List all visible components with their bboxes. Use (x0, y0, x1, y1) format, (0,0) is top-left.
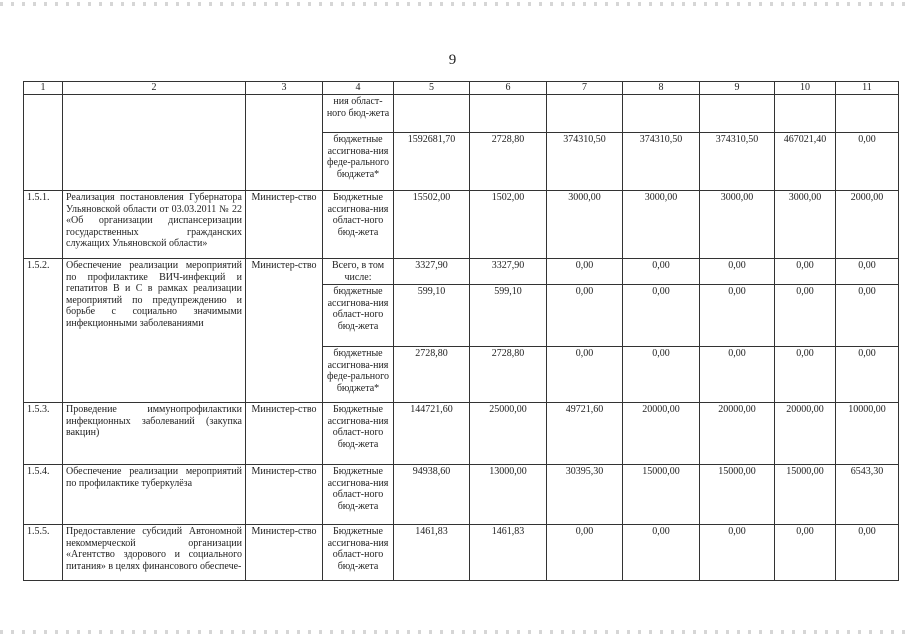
amount-col-11: 0,00 (836, 259, 899, 285)
amount-col-6: 1461,83 (470, 525, 547, 581)
amount-col-9: 0,00 (700, 259, 775, 285)
amount-col-7: 374310,50 (547, 133, 623, 191)
amount-col-8: 3000,00 (623, 191, 700, 259)
column-number-8: 8 (623, 82, 700, 95)
amount-col-8: 374310,50 (623, 133, 700, 191)
amount-col-7: 30395,30 (547, 465, 623, 525)
item-executor: Министер-ство (246, 465, 323, 525)
table-row (24, 525, 899, 581)
amount-col-10: 20000,00 (775, 403, 836, 465)
item-executor: Министер-ство (246, 403, 323, 465)
funding-source: бюджетные ассигнова-ния феде-рального бюджета* (323, 133, 394, 191)
top-edge-marks (0, 2, 905, 6)
amount-col-10: 0,00 (775, 259, 836, 285)
amount-col-10: 467021,40 (775, 133, 836, 191)
item-code (24, 95, 63, 191)
column-number-10: 10 (775, 82, 836, 95)
item-executor: Министер-ство (246, 259, 323, 403)
funding-source: бюджетные ассигнова-ния област-ного бюд-жета (323, 285, 394, 347)
bottom-edge-marks (0, 630, 905, 634)
item-description: Реализация постановления Губернатора Ульяновской области от 03.03.2011 № 22 «Об организации диспансеризации государственных гражданских служащих Ульяновской области» (63, 191, 246, 259)
item-code: 1.5.1. (24, 191, 63, 259)
amount-col-9: 0,00 (700, 525, 775, 581)
amount-col-10: 0,00 (775, 347, 836, 403)
item-description (63, 95, 246, 191)
amount-col-6: 2728,80 (470, 133, 547, 191)
amount-col-6 (470, 95, 547, 133)
amount-col-9 (700, 95, 775, 133)
item-code: 1.5.4. (24, 465, 63, 525)
amount-col-7: 3000,00 (547, 191, 623, 259)
amount-col-7 (547, 95, 623, 133)
amount-col-11: 0,00 (836, 347, 899, 403)
amount-col-8: 0,00 (623, 347, 700, 403)
amount-col-11: 0,00 (836, 133, 899, 191)
funding-source: Бюджетные ассигнова-ния област-ного бюд-жета (323, 403, 394, 465)
funding-source: бюджетные ассигнова-ния феде-рального бюджета* (323, 347, 394, 403)
item-description: Предоставление субсидий Автономной некоммерческой организации «Агентство здорового и социального питания» в целях финансового обеспече- (63, 525, 246, 581)
amount-col-6: 1502,00 (470, 191, 547, 259)
amount-col-8: 0,00 (623, 259, 700, 285)
amount-col-7: 0,00 (547, 259, 623, 285)
funding-source: Бюджетные ассигнова-ния област-ного бюд-жета (323, 525, 394, 581)
funding-source: ния област-ного бюд-жета (323, 95, 394, 133)
column-number-11: 11 (836, 82, 899, 95)
amount-col-11: 0,00 (836, 285, 899, 347)
amount-col-5: 599,10 (394, 285, 470, 347)
item-description: Проведение иммунопрофилактики инфекционных заболеваний (закупка вакцин) (63, 403, 246, 465)
amount-col-5: 2728,80 (394, 347, 470, 403)
amount-col-5: 94938,60 (394, 465, 470, 525)
amount-col-7: 0,00 (547, 285, 623, 347)
amount-col-8: 0,00 (623, 285, 700, 347)
column-number-6: 6 (470, 82, 547, 95)
amount-col-9: 0,00 (700, 347, 775, 403)
amount-col-8: 0,00 (623, 525, 700, 581)
column-number-7: 7 (547, 82, 623, 95)
item-executor (246, 95, 323, 191)
amount-col-10 (775, 95, 836, 133)
amount-col-5 (394, 95, 470, 133)
amount-col-11: 2000,00 (836, 191, 899, 259)
amount-col-9: 20000,00 (700, 403, 775, 465)
funding-source: Бюджетные ассигнова-ния област-ного бюд-жета (323, 191, 394, 259)
table-row (24, 191, 899, 259)
amount-col-6: 25000,00 (470, 403, 547, 465)
item-code: 1.5.2. (24, 259, 63, 403)
column-number-9: 9 (700, 82, 775, 95)
amount-col-5: 1592681,70 (394, 133, 470, 191)
budget-table (23, 81, 899, 581)
funding-source: Всего, в том числе: (323, 259, 394, 285)
amount-col-5: 3327,90 (394, 259, 470, 285)
table-row (24, 95, 899, 133)
amount-col-6: 599,10 (470, 285, 547, 347)
amount-col-8: 15000,00 (623, 465, 700, 525)
amount-col-10: 0,00 (775, 525, 836, 581)
column-number-1: 1 (24, 82, 63, 95)
amount-col-9: 15000,00 (700, 465, 775, 525)
amount-col-11: 0,00 (836, 525, 899, 581)
item-code: 1.5.5. (24, 525, 63, 581)
table-row (24, 465, 899, 525)
funding-source: Бюджетные ассигнова-ния област-ного бюд-жета (323, 465, 394, 525)
table-row (24, 403, 899, 465)
item-code: 1.5.3. (24, 403, 63, 465)
amount-col-8: 20000,00 (623, 403, 700, 465)
amount-col-7: 0,00 (547, 347, 623, 403)
column-number-3: 3 (246, 82, 323, 95)
column-number-4: 4 (323, 82, 394, 95)
amount-col-9: 0,00 (700, 285, 775, 347)
item-description: Обеспечение реализации мероприятий по профилактике ВИЧ-инфекций и гепатитов В и С в рамках реализации мероприятий по предупреждению и борьбе с социально значимыми инфекционными заболеваниями (63, 259, 246, 403)
amount-col-5: 15502,00 (394, 191, 470, 259)
amount-col-6: 3327,90 (470, 259, 547, 285)
amount-col-11: 10000,00 (836, 403, 899, 465)
page-number: 9 (448, 52, 457, 68)
table-row (24, 259, 899, 285)
item-executor: Министер-ство (246, 191, 323, 259)
amount-col-5: 144721,60 (394, 403, 470, 465)
item-executor: Министер-ство (246, 525, 323, 581)
amount-col-5: 1461,83 (394, 525, 470, 581)
amount-col-10: 3000,00 (775, 191, 836, 259)
column-number-5: 5 (394, 82, 470, 95)
column-number-2: 2 (63, 82, 246, 95)
amount-col-9: 374310,50 (700, 133, 775, 191)
amount-col-7: 0,00 (547, 525, 623, 581)
item-description: Обеспечение реализации мероприятий по профилактике туберкулёза (63, 465, 246, 525)
amount-col-11: 6543,30 (836, 465, 899, 525)
amount-col-7: 49721,60 (547, 403, 623, 465)
amount-col-10: 15000,00 (775, 465, 836, 525)
amount-col-11 (836, 95, 899, 133)
amount-col-6: 2728,80 (470, 347, 547, 403)
amount-col-8 (623, 95, 700, 133)
amount-col-9: 3000,00 (700, 191, 775, 259)
amount-col-6: 13000,00 (470, 465, 547, 525)
amount-col-10: 0,00 (775, 285, 836, 347)
column-number-row (24, 82, 899, 95)
